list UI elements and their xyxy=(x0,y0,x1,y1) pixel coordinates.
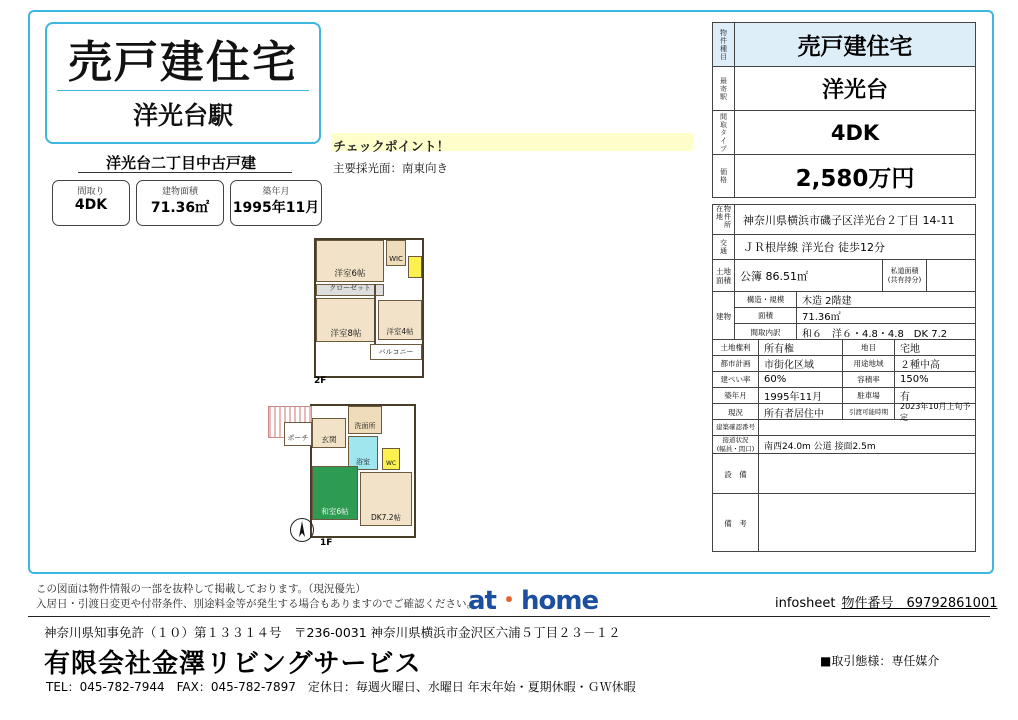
building-area-label: 面積 xyxy=(735,308,797,324)
floorplan-1f xyxy=(262,400,452,550)
row-value: 洋光台 xyxy=(821,78,888,103)
detail-value: 150% xyxy=(895,372,975,388)
row-land-area xyxy=(712,260,976,292)
detail-label: 土地権利 xyxy=(713,340,759,356)
contact-info: TEL：045-782-7944 FAX：045-782-7897 定休日：毎週火曜日、水曜日 年末年始・夏期休暇・ＧＷ休暇 xyxy=(46,680,636,694)
infosheet-number: 物件番号 69792861001 xyxy=(841,596,998,611)
setsudo-value: 南西24.0m 公道 接面2.5m xyxy=(764,441,876,452)
kenchiku-value xyxy=(759,420,975,436)
room-wic: WIC xyxy=(386,240,406,266)
floor-label-1f: 1F xyxy=(320,538,333,548)
room-wc-1f: WC xyxy=(382,448,400,470)
row-value: 売戸建住宅 xyxy=(797,34,913,60)
property-name: 洋光台二丁目中古戸建 xyxy=(105,154,256,172)
building-block xyxy=(712,292,976,340)
detail-value: 市街化区域 xyxy=(759,356,843,372)
detail-block xyxy=(712,340,976,420)
row-address xyxy=(712,204,976,234)
row-price xyxy=(712,154,976,198)
building-layout-value: 和６ 洋６・4.8・4.8 DK 7.2 xyxy=(802,328,948,340)
land-value: 公簿 86.51㎡ xyxy=(735,260,883,292)
setsubi-value xyxy=(759,454,975,494)
checkpoint-title: チェックポイント！ xyxy=(333,140,450,155)
property-name-underline xyxy=(78,172,292,173)
infosheet-label: infosheet 物件番号 69792861001 xyxy=(775,596,998,611)
detail-label: 都市計画 xyxy=(713,356,759,372)
detail-label: 地目 xyxy=(843,340,895,356)
room-dk: DK7.2帖 xyxy=(360,472,412,526)
row-transport xyxy=(712,234,976,260)
detail-value: 所有権 xyxy=(759,340,843,356)
biko-value xyxy=(759,494,975,552)
row-label-cell: 価格 xyxy=(713,155,735,197)
building-structure-value: 木造 2階建 xyxy=(797,292,975,308)
building-label: 建物 xyxy=(713,292,735,340)
building-structure-label: 構造・規模 xyxy=(735,292,797,308)
detail-value: 1995年11月 xyxy=(759,388,843,404)
row-label-cell: 最寄駅 xyxy=(713,67,735,110)
spec-label: 建物面積 xyxy=(161,187,198,197)
room-senmenjo: 洗面所 xyxy=(348,406,382,434)
row-bukken-shumoku xyxy=(712,22,976,66)
detail-label: 現況 xyxy=(713,404,759,420)
detail-value: 宅地 xyxy=(895,340,975,356)
title-box xyxy=(45,22,321,144)
detail-value: 60% xyxy=(759,372,843,388)
row-label-cell: 間取タイプ xyxy=(713,111,735,154)
land-label: 土地面積 xyxy=(713,260,735,292)
title-divider xyxy=(57,90,309,91)
transaction-type: ■取引態様：専任媒介 xyxy=(820,654,940,668)
property-detail-table xyxy=(712,22,976,552)
biko-label: 備 考 xyxy=(713,494,759,552)
row-layout-type xyxy=(712,110,976,154)
spec-badge-layout xyxy=(52,180,130,226)
room-yoshitsu-6: 洋室6帖 xyxy=(316,240,384,282)
private-road-value xyxy=(927,260,975,292)
detail-label: 建ぺい率 xyxy=(713,372,759,388)
detail-value: 所有者居住中 xyxy=(759,404,843,420)
spec-value: 4DK xyxy=(74,197,108,213)
detail-label: 用途地域 xyxy=(843,356,895,372)
biko-block xyxy=(712,494,976,552)
row-value: 2,580万円 xyxy=(795,165,915,192)
footer-note-1: この図面は物件情報の一部を抜粋して掲載しております。（現況優先） xyxy=(36,583,366,595)
spec-badges xyxy=(52,180,322,226)
room-porch: ポーチ xyxy=(284,422,312,446)
row-label-cell: 物件種目 xyxy=(713,23,735,66)
spec-badge-area xyxy=(136,180,224,226)
spec-value: 1995年11月 xyxy=(232,200,320,216)
building-area-value: 71.36㎡ xyxy=(797,308,975,324)
row-value: 神奈川県横浜市磯子区洋光台２丁目 14-11 xyxy=(743,213,955,227)
spec-label: 間取り xyxy=(77,187,105,197)
room-yokushitsu: 浴室 xyxy=(348,436,378,470)
footer-divider xyxy=(28,616,990,617)
detail-label: 容積率 xyxy=(843,372,895,388)
athome-logo: at・home xyxy=(468,586,599,616)
room-genkan: 玄関 xyxy=(312,418,346,448)
row-label-cell: 交通 xyxy=(713,235,735,259)
row-value: ＪＲ根岸線 洋光台 徒歩12分 xyxy=(743,241,885,254)
detail-value: 有 xyxy=(895,388,975,404)
detail-value: 2023年10月上旬予定 xyxy=(900,402,971,422)
room-washitsu: 和室6帖 xyxy=(312,466,358,520)
detail-label: 駐車場 xyxy=(843,388,895,404)
detail-value: ２種中高 xyxy=(895,356,975,372)
kenchiku-label: 建築確認番号 xyxy=(713,420,759,436)
private-road-label: 私道面積 (共有持分) xyxy=(883,260,927,292)
room-balcony: バルコニー xyxy=(370,344,422,360)
setsudo-label: 接道状況 (幅員・間口) xyxy=(713,436,759,454)
checkpoint-body: 主要採光面：南東向き xyxy=(333,161,448,175)
row-nearest-station xyxy=(712,66,976,110)
row-label-cell: 物件所在地 xyxy=(713,205,735,234)
footer-note-2: 入居日・引渡日変更や付帯条件、別途料金等が発生する場合もありますのでご確認ください。 xyxy=(36,598,477,610)
row-value: 4DK xyxy=(830,120,880,145)
setsubi-label: 設 備 xyxy=(713,454,759,494)
floor-label-2f: 2F xyxy=(314,376,327,386)
setsubi-block xyxy=(712,454,976,494)
spec-label: 築年月 xyxy=(262,187,290,197)
license-text: 神奈川県知事免許（１０）第１３３１４号 〒236-0031 神奈川県横浜市金沢区六浦５丁目２３－１２ xyxy=(44,625,621,640)
page-title: 売戸建住宅 xyxy=(68,37,298,88)
room-closet: クローゼット xyxy=(316,284,384,296)
compass-icon xyxy=(290,518,314,542)
wall-line xyxy=(374,284,376,344)
floorplan-2f xyxy=(300,238,440,388)
room-yoshitsu-4: 洋室4帖 xyxy=(378,300,422,340)
station-name: 洋光台駅 xyxy=(132,101,233,130)
detail-label: 築年月 xyxy=(713,388,759,404)
company-name: 有限会社金澤リビングサービス xyxy=(44,649,422,679)
detail-label: 引渡可能時期 xyxy=(843,404,895,420)
kenchiku-setsudo-block xyxy=(712,420,976,454)
building-layout-label: 間取内訳 xyxy=(735,324,797,340)
spec-value: 71.36㎡ xyxy=(150,200,210,216)
spec-badge-built xyxy=(230,180,322,226)
room-yoshitsu-8: 洋室8帖 xyxy=(316,298,376,342)
room-wc-2f xyxy=(408,256,422,278)
